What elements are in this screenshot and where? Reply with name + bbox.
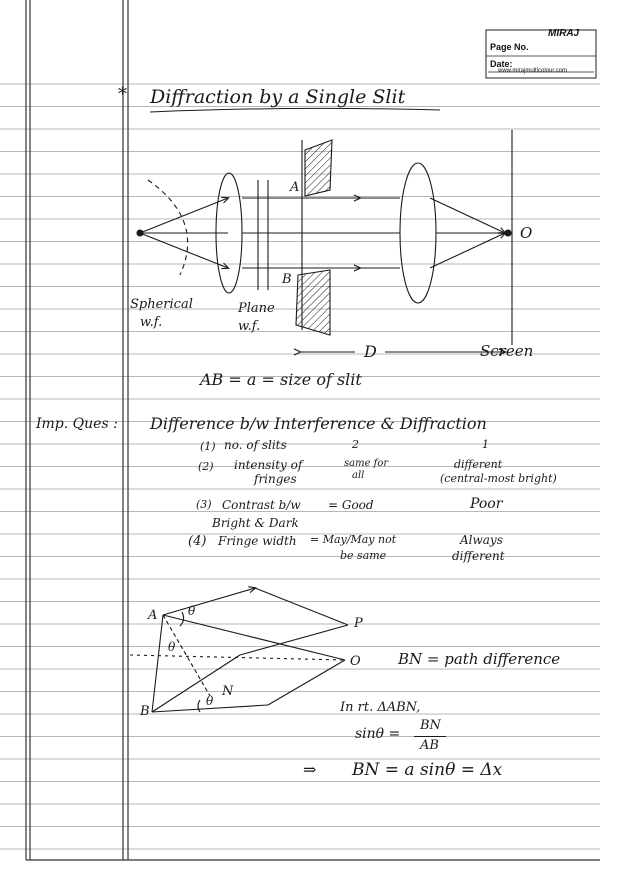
interference-value: = May/May not be same xyxy=(310,533,397,562)
spherical-label: Spherical xyxy=(130,297,193,312)
slit-AB xyxy=(152,615,163,712)
right-triangle-note: In rt. ΔABN, xyxy=(340,700,421,715)
page-no-label: Page No. xyxy=(490,42,529,52)
label-B: B xyxy=(140,704,150,719)
row-property-line: Contrast b/w xyxy=(222,498,301,512)
slit-size-formula: AB = a = size of slit xyxy=(200,370,362,389)
screen-label: Screen xyxy=(480,342,534,360)
plane-label: Plane xyxy=(238,301,275,316)
comparison-title: Difference b/w Interference & Diffraction xyxy=(150,414,487,433)
website-label: www.mirajmulticolour.com xyxy=(498,68,568,74)
interference-line: same for xyxy=(344,458,389,469)
row-property: no. of slits xyxy=(224,438,287,452)
row-property xyxy=(212,496,301,532)
lens-2 xyxy=(400,163,436,303)
path-difference-diagram xyxy=(130,588,348,712)
diffraction-value: 1 xyxy=(482,438,489,451)
label-P: P xyxy=(354,616,363,631)
theta-label-bottom: θ xyxy=(206,694,214,708)
diffraction-value xyxy=(452,532,505,564)
interference-line: all xyxy=(352,470,365,481)
fraction-bar xyxy=(414,736,446,737)
plane-wf-abbrev: w.f. xyxy=(238,319,261,334)
interference-value: = Good xyxy=(328,498,374,512)
sine-numerator: BN xyxy=(420,718,441,733)
path-difference-definition: BN = path difference xyxy=(398,650,561,668)
diffraction-line: (central-most bright) xyxy=(440,472,557,485)
diffraction-value: Poor xyxy=(470,496,503,512)
spherical-wf-label xyxy=(130,296,193,332)
date-label: Date: xyxy=(490,59,513,69)
row-property: Fringe width xyxy=(218,534,297,548)
interference-line: Good xyxy=(341,498,374,512)
row-number: (2) xyxy=(198,460,214,473)
diffraction-value xyxy=(440,458,557,486)
plane-wf-label xyxy=(238,300,275,336)
imp-ques-label: Imp. Ques : xyxy=(36,416,118,432)
slit-lower-hatch xyxy=(296,270,330,335)
label-A: A xyxy=(148,608,158,623)
interference-value: 2 xyxy=(352,438,359,451)
label-A: A xyxy=(290,180,300,195)
focus-point-O xyxy=(505,230,511,236)
diffraction-line: different xyxy=(452,549,505,563)
label-O: O xyxy=(520,224,533,242)
row-number: (4) xyxy=(188,534,207,549)
distance-D-label: D xyxy=(364,342,377,361)
theta-label-top: θ xyxy=(188,604,196,618)
brand-logo: MIRAJ xyxy=(548,28,580,39)
row-property-line: intensity of xyxy=(234,458,303,472)
sine-denominator: AB xyxy=(420,738,439,753)
row-property-line: fringes xyxy=(254,472,297,486)
interference-line: be same xyxy=(340,549,387,562)
label-O: O xyxy=(350,654,361,669)
label-B: B xyxy=(282,272,292,287)
single-slit-diagram xyxy=(137,130,512,352)
row-property xyxy=(234,458,302,486)
spherical-wf-abbrev: w.f. xyxy=(140,315,163,330)
sine-lhs: sinθ = xyxy=(355,726,401,742)
final-result: BN = a sinθ = Δx xyxy=(352,760,503,780)
perpendicular-AN xyxy=(163,615,210,696)
diffraction-line: different xyxy=(454,458,503,471)
slit-upper-hatch xyxy=(305,140,332,196)
row-property-line: Bright & Dark xyxy=(212,516,299,530)
interference-line: May/May not xyxy=(322,533,397,546)
title-underline xyxy=(150,108,440,112)
label-N: N xyxy=(222,684,234,699)
theta-label-mid: θ xyxy=(168,640,176,654)
row-number: (1) xyxy=(200,440,216,453)
diffraction-line: Always xyxy=(460,533,503,547)
page-title: Diffraction by a Single Slit xyxy=(150,86,406,108)
implies-arrow: ⇒ xyxy=(303,760,317,779)
interference-value xyxy=(344,458,388,482)
heading-star: * xyxy=(118,84,127,105)
row-number: (3) xyxy=(196,498,212,511)
